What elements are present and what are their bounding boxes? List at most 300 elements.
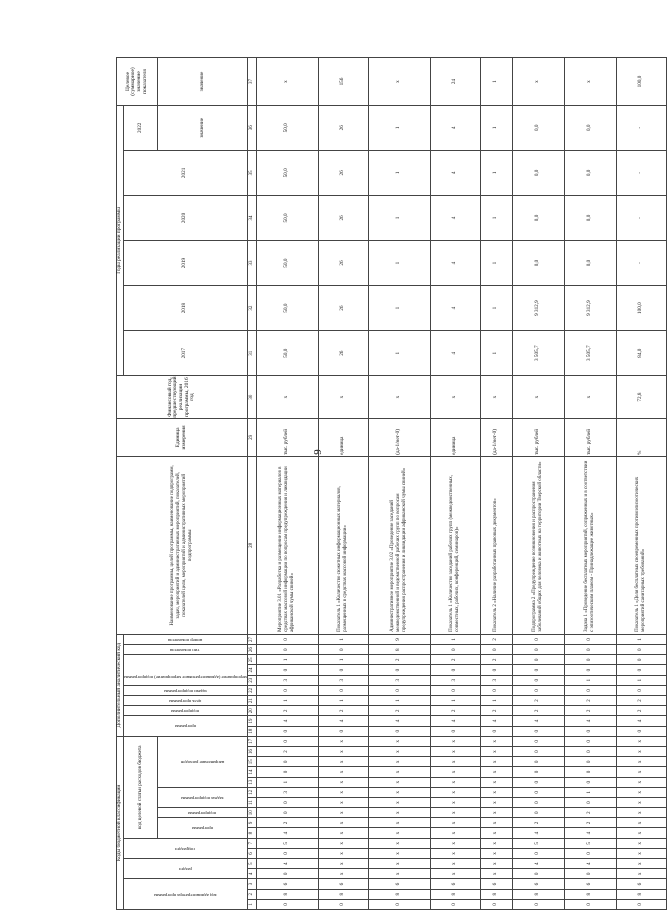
column-number: 16: [247, 747, 256, 757]
row-unit: тыс. рублей: [564, 418, 616, 456]
code-cell: 1: [616, 675, 666, 685]
code-cell: 4: [256, 828, 318, 838]
row-total: 1: [480, 58, 512, 105]
code-cell: 4: [512, 828, 564, 838]
row-unit: %: [616, 418, 666, 456]
code-cell: х: [430, 777, 480, 787]
code-cell: 0: [512, 645, 564, 655]
code-cell: 0: [512, 736, 564, 746]
row-v2020: 1: [480, 195, 512, 240]
code-cell: 0: [564, 797, 616, 807]
row-v2019: 4: [430, 240, 480, 285]
code-cell: х: [368, 828, 430, 838]
code-cell: 1: [430, 634, 480, 644]
page-number: 9: [312, 449, 324, 455]
code-cell: х: [318, 767, 368, 777]
header-total: Целевое (суммарное) значение показателя: [117, 58, 158, 105]
code-cell: х: [616, 736, 666, 746]
row-name: Мероприятие 3.01 «Разработка и размещение информационных материалов в средствах массовой информации по вопросам предупреждения и ликвидации африканской чумы свиней»: [256, 456, 318, 634]
header-2017: 2017: [123, 331, 247, 376]
code-cell: 8: [256, 889, 318, 899]
code-cell: 1: [256, 777, 318, 787]
code-cell: 8: [318, 889, 368, 899]
row-v2021: 50,0: [256, 150, 318, 195]
code-cell: х: [318, 869, 368, 879]
code-cell: 0: [564, 869, 616, 879]
code-cell: х: [318, 777, 368, 787]
code-cell: х: [318, 838, 368, 848]
column-number: 12: [247, 787, 256, 797]
row-v2021: 4: [430, 150, 480, 195]
code-cell: 0: [256, 645, 318, 655]
code-cell: х: [430, 818, 480, 828]
code-cell: х: [616, 747, 666, 757]
row-unit: (да-1/нет-0): [368, 418, 430, 456]
row-fin: х: [430, 376, 480, 419]
code-cell: 6: [616, 879, 666, 889]
column-number: 23: [247, 675, 256, 685]
code-cell: 1: [318, 634, 368, 644]
code-cell: 9: [368, 634, 430, 644]
row-v2022: 0,0: [564, 105, 616, 150]
code-cell: 2: [368, 706, 430, 716]
code-cell: х: [368, 767, 430, 777]
column-number: 7: [247, 838, 256, 848]
code-cell: х: [368, 747, 430, 757]
code-cell: 6: [480, 879, 512, 889]
column-number: 34: [247, 195, 256, 240]
row-v2019: 0,0: [564, 240, 616, 285]
code-cell: 0: [318, 685, 368, 695]
code-cell: 0: [564, 736, 616, 746]
row-v2018: 4: [430, 286, 480, 331]
code-cell: 0: [256, 736, 318, 746]
code-cell: 6: [318, 879, 368, 889]
code-cell: 0: [256, 869, 318, 879]
code-cell: 8: [564, 889, 616, 899]
code-cell: х: [480, 767, 512, 777]
row-v2022: 1: [368, 105, 430, 150]
row-v2020: 50,0: [256, 195, 318, 240]
column-number: 29: [247, 418, 256, 456]
row-total: 24: [430, 58, 480, 105]
code-cell: х: [318, 736, 368, 746]
code-cell: 0: [480, 685, 512, 695]
code-cell: 8: [430, 889, 480, 899]
column-number: 13: [247, 777, 256, 787]
code-cell: 1: [256, 695, 318, 705]
code-cell: 1: [480, 695, 512, 705]
code-cell: х: [430, 859, 480, 869]
code-cell: 0: [368, 665, 430, 675]
code-cell: 0: [512, 747, 564, 757]
code-cell: 0: [256, 726, 318, 736]
row-v2022: 4: [430, 105, 480, 150]
row-v2020: 1: [368, 195, 430, 240]
header-name: Наименование программы, целей программы, наименование подпрограмм, задач, мероприятий и административных мероприятий, показателей, показателей цели, мероприятий и административных мероприятий подпрограммы: [117, 456, 248, 634]
row-v2018: 9 312,9: [512, 286, 564, 331]
code-cell: 1: [430, 695, 480, 705]
code-cell: 4: [256, 859, 318, 869]
row-v2017: 3 505,7: [512, 331, 564, 376]
code-cell: 0: [512, 675, 564, 685]
code-cell: х: [368, 848, 430, 858]
code-cell: х: [480, 828, 512, 838]
row-name: Показатель 1 «Доля бесплатных своевременных противоэпизоотических мероприятий санитарных требований»: [616, 456, 666, 634]
header-2020: 2020: [123, 195, 247, 240]
row-name: Административное мероприятие 3.02 «Проведение заседаний межведомственной и ведомственной рабочих групп по вопросам предупреждения распространения и ликвидации африканской чумы свиней»: [368, 456, 430, 634]
code-cell: х: [616, 828, 666, 838]
code-cell: 0: [564, 899, 616, 909]
code-cell: 8: [368, 645, 430, 655]
code-cell: 6: [512, 879, 564, 889]
code-cell: 8: [480, 889, 512, 899]
code-cell: 0: [256, 634, 318, 644]
row-v2022: 50,0: [256, 105, 318, 150]
row-v2021: 0,0: [512, 150, 564, 195]
code-cell: 0: [512, 726, 564, 736]
code-cell: 2: [480, 655, 512, 665]
code-cell: х: [616, 777, 666, 787]
code-cell: х: [616, 767, 666, 777]
code-cell: х: [616, 869, 666, 879]
column-number: 20: [247, 706, 256, 716]
column-number: 31: [247, 331, 256, 376]
code-cell: 0: [430, 899, 480, 909]
column-number: 33: [247, 240, 256, 285]
code-cell: 0: [564, 655, 616, 665]
column-number: 32: [247, 286, 256, 331]
column-number: 15: [247, 757, 256, 767]
column-number: 14: [247, 767, 256, 777]
table-row: [318, 58, 368, 910]
code-cell: х: [616, 848, 666, 858]
code-cell: х: [368, 859, 430, 869]
code-cell: 0: [616, 899, 666, 909]
row-unit: тыс. рублей: [256, 418, 318, 456]
code-cell: 0: [564, 777, 616, 787]
code-cell: 5: [512, 838, 564, 848]
code-cell: 4: [512, 859, 564, 869]
row-v2018: 26: [318, 286, 368, 331]
code-cell: 0: [318, 665, 368, 675]
code-cell: х: [480, 787, 512, 797]
code-cell: 0: [616, 645, 666, 655]
row-v2020: 26: [318, 195, 368, 240]
row-v2019: -: [616, 240, 666, 285]
table-row: [512, 58, 564, 910]
column-number: 35: [247, 150, 256, 195]
code-cell: 0: [368, 685, 430, 695]
code-cell: х: [430, 808, 480, 818]
row-v2022: -: [616, 105, 666, 150]
row-total: 100,0: [616, 58, 666, 105]
code-cell: 2: [256, 706, 318, 716]
header-section: раздел: [123, 859, 247, 879]
row-v2020: 4: [430, 195, 480, 240]
code-cell: 3: [256, 787, 318, 797]
code-cell: 0: [480, 726, 512, 736]
code-cell: 4: [564, 828, 616, 838]
code-cell: 4: [430, 716, 480, 726]
column-number: 19: [247, 716, 256, 726]
code-cell: 2: [512, 818, 564, 828]
row-v2020: 0,0: [512, 195, 564, 240]
code-cell: х: [430, 757, 480, 767]
header-target-article: код целевой статьи расходов бюджета: [123, 736, 157, 838]
code-cell: 4: [512, 716, 564, 726]
code-cell: х: [616, 797, 666, 807]
code-cell: 3: [256, 675, 318, 685]
row-v2018: 50,0: [256, 286, 318, 331]
code-cell: х: [430, 838, 480, 848]
code-cell: 1: [616, 634, 666, 644]
code-cell: х: [480, 838, 512, 848]
table-row: [480, 58, 512, 910]
code-cell: 2: [430, 655, 480, 665]
row-fin: 72,8: [616, 376, 666, 419]
code-cell: 0: [430, 645, 480, 655]
code-cell: 6: [256, 879, 318, 889]
rotated-table-container: [116, 58, 647, 910]
row-v2018: 1: [480, 286, 512, 331]
header-subprogram-a: подпрограмма: [123, 706, 247, 716]
code-cell: 2: [318, 706, 368, 716]
row-v2019: 26: [318, 240, 368, 285]
code-cell: 0: [256, 685, 318, 695]
code-cell: 0: [564, 685, 616, 695]
row-v2020: -: [616, 195, 666, 240]
code-cell: 1: [318, 695, 368, 705]
code-cell: 0: [564, 757, 616, 767]
row-v2019: 1: [368, 240, 430, 285]
code-cell: 1: [564, 675, 616, 685]
row-v2021: 0,0: [564, 150, 616, 195]
row-total: х: [564, 58, 616, 105]
row-v2021: 1: [368, 150, 430, 195]
header-years: Годы реализации программы: [117, 105, 124, 375]
code-cell: 3: [318, 675, 368, 685]
code-cell: 2: [616, 695, 666, 705]
row-v2018: 100,0: [616, 286, 666, 331]
code-cell: 2: [616, 706, 666, 716]
column-number: 1: [247, 899, 256, 909]
column-number: 8: [247, 828, 256, 838]
column-number: 17: [247, 736, 256, 746]
code-cell: 0: [512, 848, 564, 858]
row-v2021: -: [616, 150, 666, 195]
code-cell: х: [318, 747, 368, 757]
row-fin: х: [318, 376, 368, 419]
code-cell: 2: [512, 706, 564, 716]
header-indicator-type: тип показателя: [123, 645, 247, 655]
code-cell: 4: [368, 716, 430, 726]
code-cell: 2: [564, 706, 616, 716]
code-cell: х: [318, 787, 368, 797]
row-v2021: 1: [480, 150, 512, 195]
column-number: 9: [247, 818, 256, 828]
code-cell: 0: [256, 808, 318, 818]
header-financial-year: Финансовый год, предшествующий реализации программы, 2016 год: [117, 376, 248, 419]
code-cell: 3: [368, 675, 430, 685]
code-cell: 0: [480, 899, 512, 909]
row-total: х: [512, 58, 564, 105]
column-number: 11: [247, 797, 256, 807]
code-cell: 6: [368, 879, 430, 889]
code-cell: 0: [512, 787, 564, 797]
table-row: [368, 58, 430, 910]
row-fin: х: [480, 376, 512, 419]
code-cell: х: [480, 777, 512, 787]
row-v2021: 26: [318, 150, 368, 195]
code-cell: 0: [430, 726, 480, 736]
code-cell: 0: [256, 767, 318, 777]
code-cell: 0: [512, 634, 564, 644]
header-expense-direction: направление расходов: [158, 736, 247, 787]
code-cell: 2: [480, 706, 512, 716]
header-program-goal: цель программы: [123, 695, 247, 705]
row-v2019: 0,0: [512, 240, 564, 285]
code-cell: 2: [480, 634, 512, 644]
code-cell: х: [430, 747, 480, 757]
row-v2019: 50,0: [256, 240, 318, 285]
code-cell: 0: [480, 645, 512, 655]
code-cell: 0: [430, 665, 480, 675]
code-cell: х: [430, 828, 480, 838]
code-cell: 0: [564, 726, 616, 736]
code-cell: 0: [564, 634, 616, 644]
code-cell: х: [480, 808, 512, 818]
code-cell: 0: [512, 655, 564, 665]
code-cell: 4: [256, 716, 318, 726]
header-subprogram: подпрограмма: [158, 808, 247, 818]
code-cell: 0: [430, 685, 480, 695]
code-cell: х: [616, 757, 666, 767]
code-cell: 2: [430, 706, 480, 716]
table-row: [256, 58, 318, 910]
row-v2017: 1: [480, 331, 512, 376]
header-2021: 2021: [123, 150, 247, 195]
code-cell: 8: [616, 889, 666, 899]
code-cell: х: [480, 818, 512, 828]
code-cell: х: [480, 757, 512, 767]
code-cell: 0: [616, 726, 666, 736]
code-cell: 2: [256, 747, 318, 757]
code-cell: 0: [564, 848, 616, 858]
code-cell: х: [616, 787, 666, 797]
header-subprogram-task: задача подпрограммы: [158, 787, 247, 807]
code-cell: 0: [616, 685, 666, 695]
row-total: 156: [318, 58, 368, 105]
column-number: 26: [247, 645, 256, 655]
row-v2017: 50,0: [256, 331, 318, 376]
row-fin: х: [512, 376, 564, 419]
header-total-value: значение: [158, 58, 247, 105]
code-cell: 6: [430, 879, 480, 889]
column-number: 6: [247, 848, 256, 858]
header-2022-value: значение: [158, 105, 247, 150]
table-row: [616, 58, 666, 910]
header-2022: 2022: [123, 105, 157, 150]
table-row: [564, 58, 616, 910]
code-cell: 8: [368, 889, 430, 899]
row-v2018: 9 312,9: [564, 286, 616, 331]
code-cell: х: [616, 818, 666, 828]
code-cell: 2: [368, 655, 430, 665]
row-name: Показатель 2 «Наличие разработанных правовых документов»: [480, 456, 512, 634]
column-numbers-row: [247, 58, 256, 910]
code-cell: х: [480, 848, 512, 858]
row-total: х: [256, 58, 318, 105]
code-cell: х: [430, 736, 480, 746]
code-cell: 4: [564, 716, 616, 726]
code-cell: 5: [256, 838, 318, 848]
code-cell: х: [480, 736, 512, 746]
row-unit: тыс. рублей: [512, 418, 564, 456]
header-admin-code: код администратора программы: [123, 879, 247, 910]
code-cell: х: [480, 859, 512, 869]
column-number: 30: [247, 376, 256, 419]
code-cell: 0: [616, 665, 666, 675]
code-cell: 0: [512, 757, 564, 767]
row-v2017: 1: [368, 331, 430, 376]
row-v2022: 0,0: [512, 105, 564, 150]
table-row: [430, 58, 480, 910]
code-cell: х: [430, 767, 480, 777]
column-number: 10: [247, 808, 256, 818]
column-number: 36: [247, 105, 256, 150]
code-cell: х: [368, 818, 430, 828]
code-cell: 0: [512, 665, 564, 675]
code-cell: х: [318, 818, 368, 828]
row-name: Задача 1 «Проведение бесплатных мероприятий, сопряженных и в соответствии с эпизоотическим планом - Принадлежащее животных»: [564, 456, 616, 634]
column-number: 24: [247, 665, 256, 675]
row-v2017: 3 505,7: [564, 331, 616, 376]
code-cell: 0: [564, 665, 616, 675]
code-cell: 0: [512, 767, 564, 777]
code-cell: 0: [256, 665, 318, 675]
code-cell: х: [430, 787, 480, 797]
column-number: 18: [247, 726, 256, 736]
header-codes-additional: Дополнительный аналитический код: [117, 634, 124, 736]
code-cell: 0: [368, 899, 430, 909]
code-cell: 8: [512, 889, 564, 899]
row-v2017: 26: [318, 331, 368, 376]
header-2018: 2018: [123, 286, 247, 331]
row-name: Показатель 1 «Количество сюжетных информационных материалов, размещенных в средствах массовой информации»: [318, 456, 368, 634]
code-cell: 1: [564, 787, 616, 797]
code-cell: х: [318, 808, 368, 818]
row-v2020: 0,0: [564, 195, 616, 240]
header-program: программа: [158, 818, 247, 838]
code-cell: х: [368, 757, 430, 767]
code-cell: х: [480, 747, 512, 757]
code-cell: х: [368, 869, 430, 879]
code-cell: 4: [480, 716, 512, 726]
code-cell: х: [318, 859, 368, 869]
code-cell: 0: [256, 848, 318, 858]
header-subprogram-tasks: задачи подпрограммы: [123, 685, 247, 695]
code-cell: 0: [318, 726, 368, 736]
column-number: 37: [247, 58, 256, 105]
row-fin: х: [368, 376, 430, 419]
row-v2017: 4: [430, 331, 480, 376]
header-2019: 2019: [123, 240, 247, 285]
code-cell: 0: [616, 655, 666, 665]
header-indicator-number: номер показателя: [123, 634, 247, 644]
row-v2017: 84,0: [616, 331, 666, 376]
column-number: 5: [247, 859, 256, 869]
